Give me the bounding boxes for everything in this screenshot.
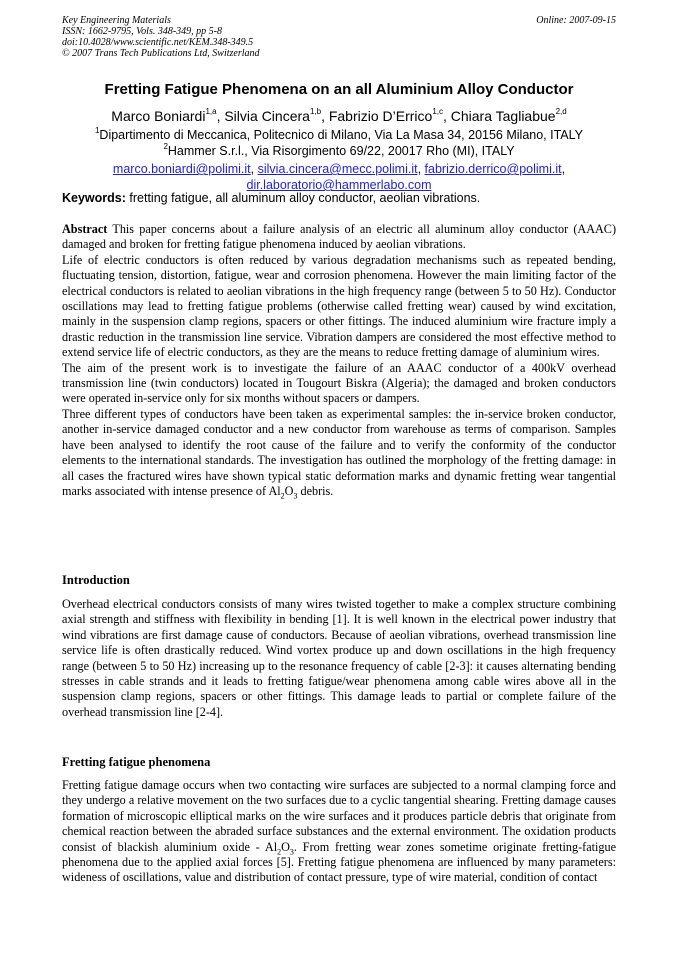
- online-date: Online: 2007-09-15: [536, 15, 616, 26]
- copyright-line: © 2007 Trans Tech Publications Ltd, Switzerland: [62, 48, 260, 59]
- affiliation-sup: 2: [163, 141, 168, 151]
- email-link[interactable]: fabrizio.derrico@polimi.it: [424, 162, 562, 176]
- keywords-label: Keywords:: [62, 191, 126, 205]
- email-link[interactable]: silvia.cincera@mecc.polimi.it: [257, 162, 418, 176]
- email-link[interactable]: marco.boniardi@polimi.it: [112, 162, 251, 176]
- affiliation-sup: 1: [94, 125, 100, 135]
- introduction-text: [62, 597, 616, 720]
- email-list: marco.boniardi@polimi.it, silvia.cincera@mecc.polimi.it, fabrizio.derrico@polimi.it, dir.laboratorio@hammerlabo.com: [112, 162, 566, 192]
- abstract-label: Abstract: [62, 222, 108, 236]
- email-link[interactable]: dir.laboratorio@hammerlabo.com: [246, 178, 432, 192]
- affiliation-text: Dipartimento di Meccanica, Politecnico di Milano, Via La Masa 34, 20156 Milano, ITALY: [99, 128, 584, 142]
- affiliation-1: [0, 125, 678, 143]
- author-name: Silvia Cincera: [224, 108, 310, 124]
- affiliation-text: Hammer S.r.l., Via Risorgimento 69/22, 20017 Rho (MI), ITALY: [167, 144, 515, 158]
- abstract-paragraph: This paper concerns about a failure analysis of an electric all aluminum alloy conductor (AAAC) damaged and broken for fretting fatigue phenomena induced by aeolian vibrations.: [62, 222, 616, 252]
- journal-name: Key Engineering Materials: [62, 15, 171, 26]
- paper-title: Fretting Fatigue Phenomena on an all Aluminium Alloy Conductor: [104, 81, 574, 98]
- keywords-text: fretting fatigue, all aluminum alloy conductor, aeolian vibrations.: [129, 191, 481, 205]
- abstract: Abstract This paper concerns about a failure analysis of an electric all aluminum alloy conductor (AAAC) damaged and broken for fretting fatigue phenomena induced by aeolian vibrations. Life of electric conductors is often reduced by various degradation mechanisms such as repeated bending, fluctuating tension, distortion, fatigue, wear and corrosion phenomena. However the main limiting factor of the electrical conductors is related to aeolian vibrations in the high frequency range (between 5 to 50 Hz). Conductor oscillations may lead to fretting fatigue problems (otherwise called fretting wear) caused by wind excitation, mainly in the suspension clamp regions, spacers or other fittings. The induced aluminium wire fracture imply a drastic reduction in the transmission line service. Vibration dampers are considered the most effective method to extend service life of electric conductors, as they are the means to reduce fretting damage of aluminium wires. The aim of the present work is to investigate the failure of an AAAC conductor of a 400kV overhead transmission line (twin conductors) located in Tougourt Biskra (Algeria); the damaged and broken conductors were operated in-service only for six months without spacers or dampers. Three different types of conductors have been taken as experimental samples: the in-service broken conductor, another in-service damaged conductor and a new conductor from warehouse as terms of comparison. Samples have been analysed to identify the root cause of the failure and to verify the conformity of the conductor elements to the international standards. The investigation has outlined the morphology of the fretting damage: in all cases the fractured wires have shown typical static deformation marks and dynamic fretting wear tangential marks associated with intense presence of $Al_2O_3$ debris.: [62, 222, 616, 501]
- author-sup: 2,d: [555, 107, 567, 117]
- fretting-paragraph: Fretting fatigue damage occurs when two contacting wire surfaces are subjected to a normal clamping force and they undergo a relative movement on the two surfaces due to a cyclic tangential shearing. Fretting damage causes formation of microscopic elliptical marks on the wire surfaces and it produces particle debris that originate from chemical reaction between the abraded surface substances and the external environment. The oxidation products consist of blackish aluminium oxide -: [62, 778, 616, 854]
- affiliation-2: [0, 141, 678, 159]
- author-sup: 1,a: [205, 107, 217, 117]
- journal-header: [62, 15, 616, 59]
- author-sup: 1,c: [432, 107, 443, 117]
- introduction-paragraph: Overhead electrical conductors consists of many wires twisted together to make a complex structure combining axial strength and stiffness with flexibility in bending [1]. It is well known in the electrical power industry that wind vibrations are first damage cause of conductors. Because of aeolian vibrations, overhead transmission line service life is often drastically reduced. Wind vortex produce up and down oscillations in the high frequency range (between 5 to 50 Hz) increasing up to the resonance frequency of cable [2-3]: it causes alternating bending stresses in cable strands and it leads to fretting fatigue/wear phenomena among cable wires above all in the suspension clamp regions, spacers or other fittings. This damage leads to partial or complete failure of the overhead transmission line [2-4].: [62, 597, 616, 719]
- doi-line: doi:10.4028/www.scientific.net/KEM.348-349.5: [62, 37, 254, 48]
- abstract-paragraph: Three different types of conductors have been taken as experimental samples: the in-service broken conductor, another in-service damaged conductor and a new conductor from warehouse as terms of comparison. Samples have been analysed to identify the root cause of the failure and to verify the conformity of the conductor elements to the international standards. The investigation has outlined the morphology of the fretting damage: in all cases the fractured wires have shown typical static deformation marks and dynamic fretting wear tangential marks associated with intense presence of: [62, 406, 616, 498]
- author-name: Fabrizio D’Errico: [328, 108, 433, 124]
- author-name: Chiara Tagliabue: [450, 108, 556, 124]
- fretting-heading: Fretting fatigue phenomena: [62, 755, 211, 769]
- author-list: Marco Boniardi$^{1,a}$, Silvia Cincera$^{1,b}$, Fabrizio D’Errico$^{1,c}$, Chiara Tagliabue$^{2,d}$: [111, 107, 567, 124]
- abstract-paragraph: The aim of the present work is to investigate the failure of an AAAC conductor of a 400kV overhead transmission line (twin conductors) located in Tougourt Biskra (Algeria); the damaged and broken conductors were operated in-service only for six months without spacers or dampers.: [62, 360, 616, 406]
- fretting-text: Fretting fatigue damage occurs when two contacting wire surfaces are subjected to a normal clamping force and they undergo a relative movement on the two surfaces due to a cyclic tangential shearing. Fretting damage causes formation of microscopic elliptical marks on the wire surfaces and it produces particle debris that originate from chemical reaction between the abraded surface substances and the external environment. The oxidation products consist of blackish aluminium oxide - $Al_2O_3$. From fretting wear zones sometime originate fretting-fatigue phenomena due to the applied axial forces [5]. Fretting fatigue phenomena are influenced by many parameters: wideness of oscillations, value and distribution of contact pressure, type of wire material, condition of contact: [62, 778, 616, 885]
- abstract-paragraph: Life of electric conductors is often reduced by various degradation mechanisms such as repeated bending, fluctuating tension, distortion, fatigue, wear and corrosion phenomena. However the main limiting factor of the electrical conductors is related to aeolian vibrations in the high frequency range (between 5 to 50 Hz). Conductor oscillations may lead to fretting fatigue problems (otherwise called fretting wear) caused by wind excitation, mainly in the suspension clamp regions, spacers or other fittings. The induced aluminium wire fracture imply a drastic reduction in the transmission line service. Vibration dampers are considered the most effective method to extend service life of electric conductors, as they are the means to reduce fretting damage of aluminium wires.: [62, 252, 616, 360]
- abstract-paragraph-end: debris.: [300, 483, 334, 498]
- author-sup: 1,b: [309, 107, 322, 117]
- introduction-heading: Introduction: [62, 573, 130, 587]
- keywords: [62, 191, 618, 205]
- issn-line: ISSN: 1662-9795, Vols. 348-349, pp 5-8: [62, 26, 222, 37]
- fretting-paragraph-cont: . From fretting wear zones sometime originate fretting-fatigue phenomena due to the applied axial forces [5]. Fretting fatigue phenomena are influenced by many parameters: wideness of oscillations, value and distribution of contact pressure, type of wire material, condition of contact: [62, 839, 616, 885]
- author-name: Marco Boniardi: [111, 108, 206, 124]
